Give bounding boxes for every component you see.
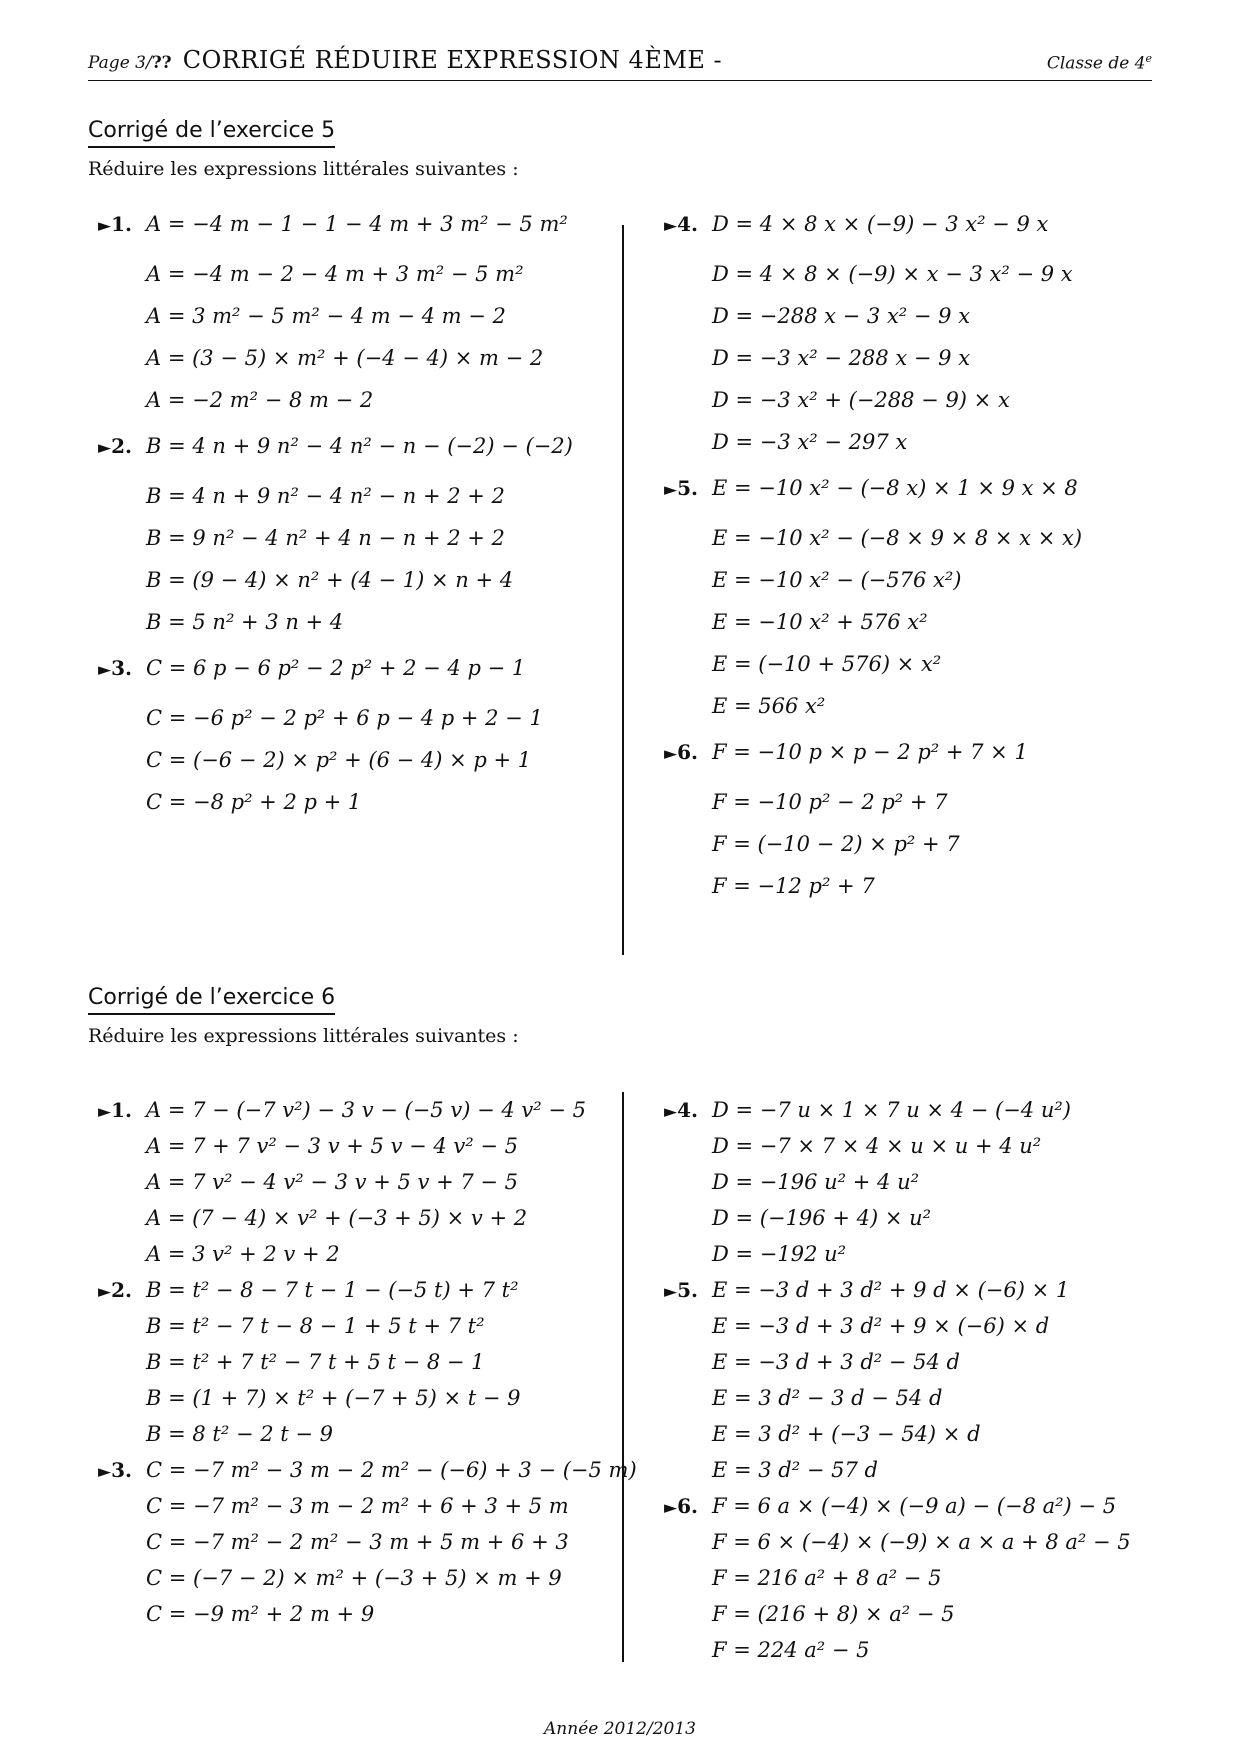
expression-line: [146, 1344, 637, 1380]
expression-line: [146, 559, 573, 601]
expression-text: B = 9 n² − 4 n² + 4 n − n + 2 + 2: [146, 526, 505, 550]
expression-text: F = 224 a² − 5: [712, 1638, 870, 1662]
problem-label: [98, 203, 132, 247]
expression-text: C = −7 m² − 2 m² − 3 m + 5 m + 6 + 3: [146, 1530, 569, 1554]
expression-text: E = −3 d + 3 d² + 9 × (−6) × d: [712, 1314, 1050, 1338]
header-title: CORRIGÉ RÉDUIRE EXPRESSION 4ÈME -: [182, 46, 723, 74]
exercise-6-instruction: Réduire les expressions littérales suivantes :: [88, 1025, 519, 1047]
expression-text: A = 3 v² + 2 v + 2: [146, 1242, 340, 1266]
expression-line: [146, 1164, 637, 1200]
triangle-bullet-icon: ►: [98, 438, 112, 458]
expression-text: E = −10 x² − (−576 x²): [712, 568, 962, 592]
exercise-6-left-column: [98, 1092, 637, 1632]
expression-line: [712, 781, 1082, 823]
expression-line: [146, 1200, 637, 1236]
expression-line: [712, 1632, 1131, 1668]
expression-line: [146, 337, 573, 379]
page-header: [88, 44, 1152, 81]
problem-number: 4.: [677, 212, 698, 236]
expression-line: [664, 203, 1082, 253]
expression-line: [146, 739, 573, 781]
expression-line: [146, 1488, 637, 1524]
expression-text: B = 5 n² + 3 n + 4: [146, 610, 344, 634]
header-class-sup: e: [1145, 52, 1152, 66]
expression-text: E = 3 d² + (−3 − 54) × d: [712, 1422, 981, 1446]
expression-line: [146, 1380, 637, 1416]
header-page-label: Page 3/: [88, 53, 152, 73]
triangle-bullet-icon: ►: [98, 1282, 112, 1302]
expression-line: [146, 601, 573, 643]
expression-line: [98, 425, 573, 475]
expression-line: [712, 1236, 1131, 1272]
expression-line: [712, 685, 1082, 727]
problem-item: [98, 1272, 637, 1452]
expression-text: D = −7 u × 1 × 7 u × 4 − (−4 u²): [712, 1098, 1071, 1122]
exercise-5-right-column: [664, 203, 1083, 911]
expression-text: A = 7 v² − 4 v² − 3 v + 5 v + 7 − 5: [146, 1170, 519, 1194]
header-page-total: ??: [151, 53, 172, 73]
expression-text: D = 4 × 8 x × (−9) − 3 x² − 9 x: [712, 212, 1049, 236]
expression-text: C = −8 p² + 2 p + 1: [146, 790, 362, 814]
expression-text: E = 3 d² − 3 d − 54 d: [712, 1386, 943, 1410]
expression-line: [712, 421, 1082, 463]
exercise-6-title: Corrigé de l’exercice 6: [88, 985, 335, 1015]
triangle-bullet-icon: ►: [664, 1102, 678, 1122]
expression-text: E = −10 x² − (−8 × 9 × 8 × x × x): [712, 526, 1083, 550]
problem-number: 5.: [677, 476, 698, 500]
expression-line: [146, 697, 573, 739]
header-class-label: Classe de 4: [1046, 54, 1146, 74]
expression-line: [664, 1488, 1131, 1524]
exercise-6-right-column: [664, 1092, 1131, 1668]
expression-text: E = −10 x² + 576 x²: [712, 610, 928, 634]
problem-item: [664, 203, 1082, 463]
expression-text: A = 7 + 7 v² − 3 v + 5 v − 4 v² − 5: [146, 1134, 519, 1158]
expression-text: F = (216 + 8) × a² − 5: [712, 1602, 955, 1626]
expression-text: A = 3 m² − 5 m² − 4 m − 4 m − 2: [146, 304, 506, 328]
problem-number: 2.: [111, 1278, 132, 1302]
expression-text: B = t² + 7 t² − 7 t + 5 t − 8 − 1: [146, 1350, 485, 1374]
triangle-bullet-icon: ►: [664, 1498, 678, 1518]
exercise-5-instruction: Réduire les expressions littérales suivantes :: [88, 158, 519, 180]
problem-number: 1.: [111, 212, 132, 236]
expression-text: D = −192 u²: [712, 1242, 847, 1266]
expression-line: [146, 1416, 637, 1452]
expression-text: A = (7 − 4) × v² + (−3 + 5) × v + 2: [146, 1206, 528, 1230]
header-left: [88, 46, 722, 74]
triangle-bullet-icon: ►: [664, 216, 678, 236]
triangle-bullet-icon: ►: [98, 216, 112, 236]
expression-line: [146, 1308, 637, 1344]
expression-text: E = −10 x² − (−8 x) × 1 × 9 x × 8: [712, 476, 1078, 500]
problem-label: [98, 1272, 132, 1310]
expression-text: C = (−6 − 2) × p² + (6 − 4) × p + 1: [146, 748, 532, 772]
expression-line: [712, 823, 1082, 865]
problem-item: [98, 425, 573, 643]
expression-line: [712, 1344, 1131, 1380]
problem-item: [664, 467, 1083, 727]
expression-line: [146, 295, 573, 337]
expression-line: [146, 379, 573, 421]
expression-line: [146, 253, 573, 295]
expression-text: A = (3 − 5) × m² + (−4 − 4) × m − 2: [146, 346, 544, 370]
expression-line: [146, 1596, 637, 1632]
problem-number: 1.: [111, 1098, 132, 1122]
expression-text: A = 7 − (−7 v²) − 3 v − (−5 v) − 4 v² − 5: [146, 1098, 586, 1122]
expression-text: B = 8 t² − 2 t − 9: [146, 1422, 334, 1446]
expression-text: A = −4 m − 2 − 4 m + 3 m² − 5 m²: [146, 262, 524, 286]
expression-line: [98, 647, 573, 697]
problem-number: 6.: [677, 1494, 698, 1518]
expression-text: D = −7 × 7 × 4 × u × u + 4 u²: [712, 1134, 1042, 1158]
expression-line: [664, 1272, 1131, 1308]
problem-label: [664, 1488, 698, 1526]
problem-number: 2.: [111, 434, 132, 458]
expression-line: [664, 1092, 1131, 1128]
expression-line: [146, 781, 573, 823]
expression-text: B = (1 + 7) × t² + (−7 + 5) × t − 9: [146, 1386, 521, 1410]
expression-line: [712, 379, 1082, 421]
expression-text: C = −7 m² − 3 m − 2 m² + 6 + 3 + 5 m: [146, 1494, 569, 1518]
problem-item: [98, 647, 573, 823]
expression-text: B = 4 n + 9 n² − 4 n² − n + 2 + 2: [146, 484, 505, 508]
problem-item: [98, 1452, 637, 1632]
expression-line: [712, 1560, 1131, 1596]
problem-number: 6.: [677, 740, 698, 764]
triangle-bullet-icon: ►: [98, 1462, 112, 1482]
problem-number: 4.: [677, 1098, 698, 1122]
problem-item: [664, 731, 1082, 907]
expression-line: [98, 1452, 637, 1488]
problem-item: [664, 1488, 1131, 1668]
expression-text: B = 4 n + 9 n² − 4 n² − n − (−2) − (−2): [146, 434, 573, 458]
expression-line: [712, 517, 1082, 559]
expression-line: [712, 337, 1082, 379]
expression-line: [712, 1452, 1131, 1488]
expression-text: F = 6 a × (−4) × (−9 a) − (−8 a²) − 5: [712, 1494, 1117, 1518]
expression-text: C = 6 p − 6 p² − 2 p² + 2 − 4 p − 1: [146, 656, 526, 680]
problem-label: [664, 467, 698, 511]
expression-text: C = (−7 − 2) × m² + (−3 + 5) × m + 9: [146, 1566, 562, 1590]
triangle-bullet-icon: ►: [98, 660, 112, 680]
expression-line: [146, 1128, 637, 1164]
exercise-5-left-column: [98, 203, 573, 827]
expression-text: F = 6 × (−4) × (−9) × a × a + 8 a² − 5: [712, 1530, 1131, 1554]
exercise-5-column-divider: [622, 225, 624, 955]
expression-line: [712, 1524, 1131, 1560]
expression-text: D = −3 x² + (−288 − 9) × x: [712, 388, 1010, 412]
expression-text: F = 216 a² + 8 a² − 5: [712, 1566, 942, 1590]
problem-label: [664, 731, 698, 775]
expression-line: [712, 1128, 1131, 1164]
problem-number: 5.: [677, 1278, 698, 1302]
problem-label: [98, 425, 132, 469]
expression-text: F = −10 p² − 2 p² + 7: [712, 790, 948, 814]
triangle-bullet-icon: ►: [664, 744, 678, 764]
expression-text: E = −3 d + 3 d² − 54 d: [712, 1350, 960, 1374]
problem-number: 3.: [111, 656, 132, 680]
problem-item: [664, 1272, 1131, 1488]
expression-line: [98, 1272, 637, 1308]
problem-item: [664, 1092, 1131, 1272]
header-class: [1047, 52, 1152, 74]
problem-number: 3.: [111, 1458, 132, 1482]
expression-text: D = −3 x² − 288 x − 9 x: [712, 346, 971, 370]
expression-line: [712, 1164, 1131, 1200]
expression-line: [712, 559, 1082, 601]
expression-line: [712, 1308, 1131, 1344]
expression-text: D = −3 x² − 297 x: [712, 430, 908, 454]
exercise-6-column-divider: [622, 1092, 624, 1662]
page-footer: Année 2012/2013: [544, 1719, 696, 1739]
problem-label: [98, 1452, 132, 1490]
expression-text: E = −3 d + 3 d² + 9 d × (−6) × 1: [712, 1278, 1070, 1302]
problem-item: [98, 1092, 637, 1272]
exercise-5-title: Corrigé de l’exercice 5: [88, 118, 335, 148]
expression-line: [146, 1524, 637, 1560]
problem-label: [664, 203, 698, 247]
triangle-bullet-icon: ►: [664, 480, 678, 500]
triangle-bullet-icon: ►: [98, 1102, 112, 1122]
expression-text: F = (−10 − 2) × p² + 7: [712, 832, 960, 856]
expression-line: [712, 1380, 1131, 1416]
problem-label: [664, 1272, 698, 1310]
problem-label: [98, 1092, 132, 1130]
expression-line: [712, 253, 1082, 295]
expression-line: [146, 475, 573, 517]
expression-line: [712, 643, 1082, 685]
expression-text: C = −6 p² − 2 p² + 6 p − 4 p + 2 − 1: [146, 706, 543, 730]
triangle-bullet-icon: ►: [664, 1282, 678, 1302]
expression-text: B = t² − 7 t − 8 − 1 + 5 t + 7 t²: [146, 1314, 485, 1338]
expression-line: [146, 1560, 637, 1596]
expression-line: [98, 203, 573, 253]
expression-text: A = −2 m² − 8 m − 2: [146, 388, 374, 412]
expression-text: D = 4 × 8 × (−9) × x − 3 x² − 9 x: [712, 262, 1073, 286]
expression-line: [712, 865, 1082, 907]
problem-label: [664, 1092, 698, 1130]
expression-text: F = −10 p × p − 2 p² + 7 × 1: [712, 740, 1028, 764]
expression-text: F = −12 p² + 7: [712, 874, 875, 898]
expression-line: [664, 731, 1082, 781]
expression-text: B = t² − 8 − 7 t − 1 − (−5 t) + 7 t²: [146, 1278, 519, 1302]
expression-text: D = −288 x − 3 x² − 9 x: [712, 304, 971, 328]
expression-text: C = −9 m² + 2 m + 9: [146, 1602, 375, 1626]
expression-text: E = 3 d² − 57 d: [712, 1458, 878, 1482]
expression-line: [146, 517, 573, 559]
expression-text: E = (−10 + 576) × x²: [712, 652, 942, 676]
expression-line: [712, 1200, 1131, 1236]
expression-line: [664, 467, 1082, 517]
expression-text: D = (−196 + 4) × u²: [712, 1206, 932, 1230]
problem-label: [98, 647, 132, 691]
expression-line: [98, 1092, 637, 1128]
expression-text: E = 566 x²: [712, 694, 826, 718]
problem-item: [98, 203, 573, 421]
expression-line: [712, 601, 1082, 643]
expression-text: C = −7 m² − 3 m − 2 m² − (−6) + 3 − (−5 m): [146, 1458, 637, 1482]
expression-line: [146, 1236, 637, 1272]
expression-line: [712, 1596, 1131, 1632]
expression-line: [712, 1416, 1131, 1452]
expression-text: D = −196 u² + 4 u²: [712, 1170, 920, 1194]
expression-text: B = (9 − 4) × n² + (4 − 1) × n + 4: [146, 568, 514, 592]
expression-line: [712, 295, 1082, 337]
expression-text: A = −4 m − 1 − 1 − 4 m + 3 m² − 5 m²: [146, 212, 568, 236]
